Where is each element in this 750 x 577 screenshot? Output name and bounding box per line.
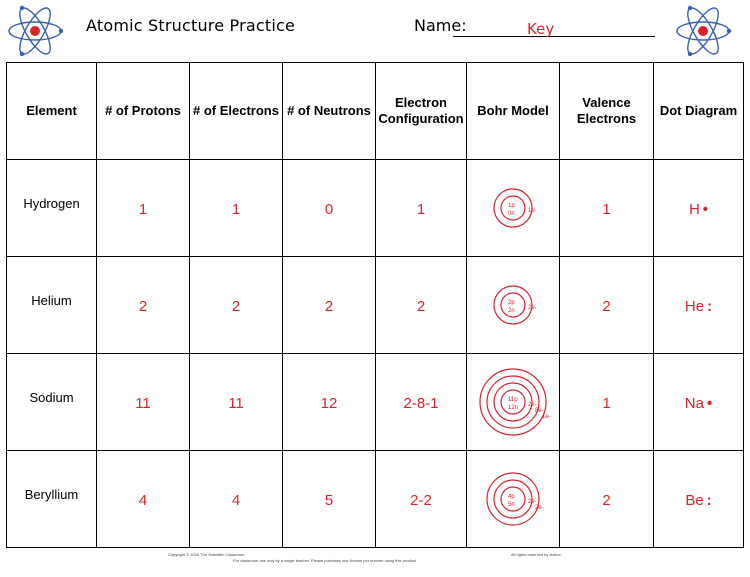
electrons-value: 4 (231, 491, 241, 509)
electron-config-value: 2-2 (410, 491, 432, 509)
nucleus-label: 5n (508, 502, 515, 508)
element-name: Sodium (29, 389, 74, 405)
name-value: Key (527, 20, 555, 38)
element-name: Helium (31, 292, 72, 308)
shell-label: 2e- (535, 505, 544, 511)
electron-config-value: 2-8-1 (403, 394, 439, 412)
column-header: # of Protons (97, 63, 190, 160)
atom-icon (674, 2, 732, 60)
neutrons-value: 5 (324, 491, 334, 509)
neutrons-value: 2 (324, 297, 334, 315)
column-header: Electron Configuration (376, 63, 467, 160)
nucleus-label: 11p (508, 397, 518, 403)
neutrons-value: 12 (320, 394, 338, 412)
valence-dots: : (706, 491, 712, 509)
electrons-value: 1 (231, 200, 241, 218)
atom-icon (6, 2, 64, 60)
valence-dots: : (707, 297, 713, 315)
protons-value: 2 (138, 297, 148, 315)
nucleus-label: 4p (508, 494, 515, 500)
valence-dots: • (706, 394, 713, 412)
column-header: Valence Electrons (560, 63, 654, 160)
rights-line: All rights reserved by author. (511, 552, 562, 557)
electrons-value: 2 (231, 297, 241, 315)
valence-dots: • (702, 200, 709, 218)
shell-label: 1e- (528, 208, 537, 214)
nucleus-label: 2p (508, 300, 515, 306)
shell-label: 2e- (528, 402, 537, 408)
name-label: Name: (414, 16, 467, 35)
nucleus-label: 2n (508, 308, 515, 314)
table-row (7, 160, 744, 257)
valence-value: 2 (602, 297, 611, 315)
element-name: Beryllium (24, 486, 79, 502)
dot-symbol: H (688, 200, 700, 218)
shell-label: 2e- (528, 499, 537, 505)
electron-config-value: 2 (416, 297, 426, 315)
shell-label: 2e- (528, 305, 537, 311)
dot-symbol: Be (685, 491, 704, 509)
bohr-model (467, 356, 559, 448)
electron-config-value: 1 (416, 200, 426, 218)
valence-value: 1 (602, 394, 611, 412)
valence-value: 2 (602, 491, 611, 509)
nucleus-label: 0n (508, 211, 515, 217)
column-header: # of Electrons (190, 63, 283, 160)
bohr-model (474, 460, 552, 538)
element-name: Hydrogen (23, 195, 80, 211)
electrons-value: 11 (228, 394, 244, 412)
bohr-model (481, 273, 545, 337)
bohr-model (481, 176, 545, 240)
license-line: For classroom use only by a single teacher. Please purchase one license per teacher using this product. (233, 558, 418, 563)
nucleus-label: 12n (508, 405, 519, 411)
dot-diagram (685, 492, 711, 509)
copyright-line: Copyright © 2016 The Scientific Classroom (168, 552, 245, 557)
column-header: # of Neutrons (283, 63, 376, 160)
table-row (7, 451, 744, 548)
protons-value: 4 (138, 491, 148, 509)
dot-symbol: Na (684, 394, 704, 412)
table-row (7, 257, 744, 354)
dot-diagram (689, 201, 708, 218)
dot-diagram (685, 298, 712, 315)
column-header: Element (7, 63, 97, 160)
dot-symbol: He (684, 297, 705, 315)
atomic-structure-table (6, 62, 744, 548)
shell-label: 1e- (542, 414, 551, 420)
header-row (7, 63, 744, 160)
valence-value: 1 (602, 200, 611, 218)
protons-value: 1 (138, 200, 148, 218)
shell-label: 8e- (535, 408, 544, 414)
protons-value: 11 (135, 394, 151, 412)
table-row (7, 354, 744, 451)
page-title: Atomic Structure Practice (86, 16, 296, 35)
nucleus-label: 1p (508, 203, 515, 209)
column-header: Dot Diagram (654, 63, 744, 160)
dot-diagram (685, 395, 712, 412)
neutrons-value: 0 (324, 200, 334, 218)
column-header: Bohr Model (467, 63, 560, 160)
